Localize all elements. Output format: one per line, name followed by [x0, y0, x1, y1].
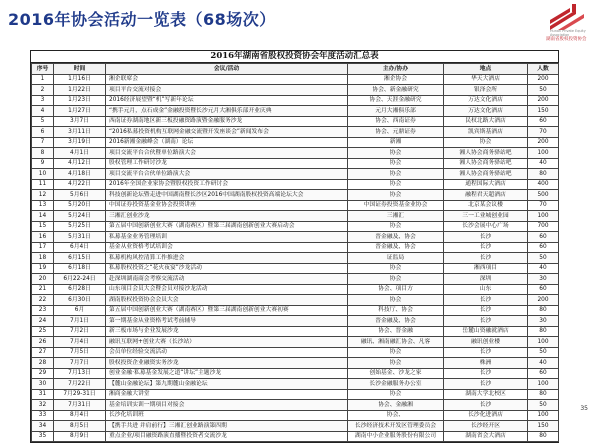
table-cell: 第五届中国创新创业大赛（湖南赛区）暨第三届湖南创新创业大赛初赛: [106, 305, 348, 316]
table-cell: 2: [32, 85, 54, 96]
table-cell: 50: [528, 347, 559, 358]
table-row: [32, 137, 559, 148]
table-cell: 协会、项目方: [348, 284, 444, 295]
table-cell: 协会、元鼎证券: [348, 127, 444, 138]
table-cell: 21: [32, 284, 54, 295]
column-header: 地点: [444, 64, 528, 75]
table-cell: 1: [32, 74, 54, 85]
table-cell: 长沙: [444, 347, 528, 358]
table-cell: 协会: [348, 295, 444, 306]
table-cell: 湘人协会商务驿站吧: [444, 158, 528, 169]
table-cell: 7月29-31日: [54, 389, 106, 400]
table-row: [32, 305, 559, 316]
table-cell: 6月15日: [54, 253, 106, 264]
table-cell: 晋金融及、协会: [348, 242, 444, 253]
table-cell: 融程君天超酒店: [444, 190, 528, 201]
table-cell: 协会: [444, 137, 528, 148]
table-cell: 4月1日: [54, 148, 106, 159]
column-header: 会议/活动: [106, 64, 348, 75]
table-cell: 创业金融·私募基金发展之道“讲坛”主题沙龙: [106, 368, 348, 379]
table-cell: 150: [528, 421, 559, 432]
table-cell: 长沙: [444, 305, 528, 316]
table-cell: 证监局: [348, 253, 444, 264]
column-header: 人数: [528, 64, 559, 75]
table-cell: 400: [528, 179, 559, 190]
table-cell: 晋金融及、协会: [348, 316, 444, 327]
page-number: 35: [580, 405, 588, 412]
table-cell: 15: [32, 221, 54, 232]
table-row: [32, 389, 559, 400]
table-row: [32, 431, 559, 442]
table-cell: 14: [32, 211, 54, 222]
table-cell: 60: [528, 232, 559, 243]
table-cell: 长沙经开区: [444, 421, 528, 432]
table-row: [32, 379, 559, 390]
table-row: [32, 95, 559, 106]
table-row: [32, 148, 559, 159]
table-cell: 西南证券湖南地区新三板投融资路演暨金融服务沙龙: [106, 116, 348, 127]
table-cell: 80: [528, 326, 559, 337]
table-cell: 湖南大学北校区: [444, 389, 528, 400]
table-cell: 湖南省会大酒店: [444, 431, 528, 442]
table-cell: 17: [32, 242, 54, 253]
table-row: [32, 158, 559, 169]
table-cell: 19: [32, 263, 54, 274]
table-row: [32, 179, 559, 190]
table-cell: 协会: [348, 274, 444, 285]
table-cell: 32: [32, 400, 54, 411]
table-cell: 元月大湘俱乐部: [348, 106, 444, 117]
table-cell: 项目交流平台合伙暨单位路演大会: [106, 148, 348, 159]
table-cell: 岳麓山资融就酒店: [444, 326, 528, 337]
table-cell: 50: [528, 85, 559, 96]
table-cell: 长沙: [444, 379, 528, 390]
table-row: [32, 263, 559, 274]
table-cell: 50: [528, 400, 559, 411]
table-cell: 2016经济展望暨“机”写新年论坛: [106, 95, 348, 106]
table-row: [32, 127, 559, 138]
table-cell: 长沙: [444, 400, 528, 411]
table-cell: 凯宾斯基酒店: [444, 127, 528, 138]
table-cell: 16: [32, 232, 54, 243]
table-cell: 60: [528, 116, 559, 127]
table-cell: 7月31日: [54, 400, 106, 411]
table-cell: 株洲: [444, 358, 528, 369]
table-cell: 1月22日: [54, 85, 106, 96]
table-cell: 三湘汇: [348, 211, 444, 222]
table-row: [32, 316, 559, 327]
table-cell: 协会: [348, 158, 444, 169]
table-cell: 6: [32, 127, 54, 138]
table-cell: 3: [32, 95, 54, 106]
table-cell: 200: [528, 74, 559, 85]
table-cell: 6月22-24日: [54, 274, 106, 285]
table-cell: 33: [32, 410, 54, 421]
table-row: [32, 74, 559, 85]
table-row: [32, 368, 559, 379]
table-title: 2016年湖南省股权投资协会年度活动汇总表: [31, 51, 558, 63]
table-cell: 6月18日: [54, 263, 106, 274]
table-cell: 8月9日: [54, 431, 106, 442]
table-cell: 科技创新论坛暨走进中国湖南暨长沙区2016中国湖南股权投资高端论坛大会: [106, 190, 348, 201]
table-cell: 3月11日: [54, 127, 106, 138]
table-cell: 基金从业资格考试培训会: [106, 242, 348, 253]
table-cell: 5月25日: [54, 221, 106, 232]
table-cell: 万达文化酒店: [444, 95, 528, 106]
table-row: [32, 337, 559, 348]
table-row: [32, 106, 559, 117]
table-cell: 湘人协会商务驿站吧: [444, 169, 528, 180]
table-cell: 三湘汇创业沙龙: [106, 211, 348, 222]
table-cell: 股权投资企业融资实务沙龙: [106, 358, 348, 369]
table-cell: 华天大酒店: [444, 74, 528, 85]
activity-grid: [31, 63, 559, 442]
table-row: [32, 284, 559, 295]
table-row: [32, 421, 559, 432]
table-cell: 万达文化酒店: [444, 106, 528, 117]
table-cell: 5月24日: [54, 211, 106, 222]
table-cell: 协会、金融湘: [348, 400, 444, 411]
table-cell: 重点企业/项目融资路演直播暨投资者交流沙龙: [106, 431, 348, 442]
table-row: [32, 358, 559, 369]
column-header: 时间: [54, 64, 106, 75]
table-cell: 9: [32, 158, 54, 169]
table-cell: 协会、晋金融: [348, 326, 444, 337]
table-cell: 协会: [348, 179, 444, 190]
table-cell: 6月: [54, 305, 106, 316]
table-cell: 股权管理工作研讨沙龙: [106, 158, 348, 169]
table-cell: 4月18日: [54, 169, 106, 180]
table-row: [32, 211, 559, 222]
table-cell: 长沙会展中心广场: [444, 221, 528, 232]
table-cell: 融讯、湘南融汇协会、凡客: [348, 337, 444, 348]
logo-mark-icon: [540, 2, 596, 32]
table-cell: 7月4日: [54, 337, 106, 348]
table-cell: 协会: [348, 148, 444, 159]
table-row: [32, 85, 559, 96]
table-cell: 湘商金融大讲堂: [106, 389, 348, 400]
table-cell: 4月22日: [54, 179, 106, 190]
table-cell: 7月22日: [54, 379, 106, 390]
table-cell: 湘企联席会: [106, 74, 348, 85]
table-row: [32, 242, 559, 253]
table-cell: 10: [32, 169, 54, 180]
table-cell: 60: [528, 242, 559, 253]
table-cell: 长沙: [444, 242, 528, 253]
table-cell: 协会: [348, 347, 444, 358]
table-cell: 长沙化进酒店: [444, 410, 528, 421]
table-cell: 新三板市场与企业发展沙龙: [106, 326, 348, 337]
table-cell: 长沙: [444, 295, 528, 306]
table-cell: 融讯创业楼: [444, 337, 528, 348]
table-cell: 协会、西南证券: [348, 116, 444, 127]
table-row: [32, 116, 559, 127]
table-cell: 8月4日: [54, 410, 106, 421]
table-cell: 湘企协会: [348, 74, 444, 85]
table-cell: 12: [32, 190, 54, 201]
table-cell: 协会: [348, 190, 444, 201]
table-cell: 26: [32, 337, 54, 348]
table-cell: 40: [528, 263, 559, 274]
table-cell: 25: [32, 326, 54, 337]
table-cell: 项目交流平台合伙单位路演大会: [106, 169, 348, 180]
table-cell: 湘人协会商务驿站吧: [444, 148, 528, 159]
table-cell: 20: [32, 274, 54, 285]
table-row: [32, 200, 559, 211]
column-header: 主办/协办: [348, 64, 444, 75]
table-cell: 创始基金、沙龙之家: [348, 368, 444, 379]
table-cell: 5月20日: [54, 200, 106, 211]
table-cell: 湘西项目: [444, 263, 528, 274]
table-cell: 6月28日: [54, 284, 106, 295]
table-cell: 中国证券投资基金业协会投资讲座: [106, 200, 348, 211]
table-cell: 6月4日: [54, 242, 106, 253]
table-cell: 银泽会所: [444, 85, 528, 96]
table-cell: 150: [528, 106, 559, 117]
table-cell: 协会: [348, 263, 444, 274]
table-cell: 28: [32, 358, 54, 369]
table-cell: 协会: [348, 358, 444, 369]
table-cell: 长沙: [444, 253, 528, 264]
table-cell: 湖南中小企业服务股份有限公司: [348, 431, 444, 442]
table-cell: 湖南股权投资协会会员大会: [106, 295, 348, 306]
table-cell: 70: [528, 127, 559, 138]
table-cell: 项目平台交流对接会: [106, 85, 348, 96]
table-cell: 40: [528, 158, 559, 169]
table-cell: 8月5日: [54, 421, 106, 432]
table-cell: 7月13日: [54, 368, 106, 379]
table-cell: 私募股权投资之“花火夜宴”沙龙活动: [106, 263, 348, 274]
table-cell: 会员单位经验交流活动: [106, 347, 348, 358]
table-cell: 7月5日: [54, 347, 106, 358]
table-cell: 80: [528, 431, 559, 442]
table-cell: 私募基金业务管理培训: [106, 232, 348, 243]
table-row: [32, 410, 559, 421]
table-cell: 协会: [348, 221, 444, 232]
table-cell: 深圳: [444, 274, 528, 285]
table-cell: 4: [32, 106, 54, 117]
table-cell: 22: [32, 295, 54, 306]
table-cell: 5月31日: [54, 232, 106, 243]
table-cell: 30: [32, 379, 54, 390]
table-cell: 2016年全国企业家协会暨股权投资工作研讨会: [106, 179, 348, 190]
table-cell: 新湘: [348, 137, 444, 148]
table-row: [32, 232, 559, 243]
table-cell: 18: [32, 253, 54, 264]
table-cell: 100: [528, 211, 559, 222]
table-cell: 200: [528, 95, 559, 106]
table-cell: 5: [32, 116, 54, 127]
table-cell: 长沙: [444, 232, 528, 243]
table-row: [32, 253, 559, 264]
table-cell: 27: [32, 347, 54, 358]
table-cell: 29: [32, 368, 54, 379]
table-cell: 200: [528, 295, 559, 306]
table-cell: 7月2日: [54, 326, 106, 337]
table-cell: 100: [528, 337, 559, 348]
table-cell: 私募机构风控清算工作推进会: [106, 253, 348, 264]
table-cell: 200: [528, 137, 559, 148]
table-cell: 11: [32, 179, 54, 190]
table-cell: 长沙金融服务办公室: [348, 379, 444, 390]
table-cell: 13: [32, 200, 54, 211]
table-cell: 科技厅、协会: [348, 305, 444, 316]
logo-english-name: Hunan Private Equity Association: [550, 29, 586, 37]
table-cell: 协会、新金融研究: [348, 85, 444, 96]
table-cell: 3月7日: [54, 116, 106, 127]
table-cell: 30: [528, 274, 559, 285]
table-cell: 协会、天涯金融研究: [348, 95, 444, 106]
table-cell: 4月12日: [54, 158, 106, 169]
table-cell: 中国证券投资基金业协会: [348, 200, 444, 211]
table-cell: 山东项目会员大会暨会员对接沙龙活动: [106, 284, 348, 295]
table-cell: 长沙: [444, 368, 528, 379]
table-cell: 80: [528, 389, 559, 400]
table-row: [32, 295, 559, 306]
table-row: [32, 326, 559, 337]
table-cell: 80: [528, 169, 559, 180]
table-row: [32, 274, 559, 285]
association-logo: [540, 2, 596, 54]
table-cell: 2016新湘金融峰会（湖南）论坛: [106, 137, 348, 148]
activity-table: [30, 50, 559, 443]
table-cell: 7: [32, 137, 54, 148]
table-cell: 第一期基金从业资格考试考前辅导: [106, 316, 348, 327]
table-cell: 三一工业城创业园: [444, 211, 528, 222]
table-cell: 晋金融及、协会: [348, 232, 444, 243]
table-cell: 5月6日: [54, 190, 106, 201]
table-cell: 【携手共进 并肩前行】三湘汇创业路演第四期: [106, 421, 348, 432]
table-cell: 24: [32, 316, 54, 327]
table-cell: 1月27日: [54, 106, 106, 117]
page-title: 2016年协会活动一览表（68场次）: [8, 10, 276, 29]
table-cell: 700: [528, 221, 559, 232]
table-cell: 第五届中国创新创业大赛（湖南赛区）暨第三届湖南创新创业大赛启动会: [106, 221, 348, 232]
table-row: [32, 347, 559, 358]
table-cell: 3月19日: [54, 137, 106, 148]
table-cell: 500: [528, 190, 559, 201]
table-row: [32, 190, 559, 201]
table-cell: 1月16日: [54, 74, 106, 85]
table-cell: 融讯互联网+创业大赛（长沙站）: [106, 337, 348, 348]
table-cell: 50: [528, 253, 559, 264]
table-cell: 100: [528, 148, 559, 159]
table-cell: 长沙经济技术开发区管理委员会: [348, 421, 444, 432]
table-cell: 【麓山金融论坛】第九期麓山金融论坛: [106, 379, 348, 390]
table-cell: 北京某会议楼: [444, 200, 528, 211]
table-cell: 赴深圳湖南商会考察交流活动: [106, 274, 348, 285]
table-cell: 7月7日: [54, 358, 106, 369]
table-row: [32, 169, 559, 180]
table-cell: 100: [528, 410, 559, 421]
table-cell: 23: [32, 305, 54, 316]
table-cell: “2016私募投资机构互联网金融交流暨开发座谈会”新闻发布会: [106, 127, 348, 138]
column-header: 序号: [32, 64, 54, 75]
table-cell: 35: [32, 431, 54, 442]
table-cell: 80: [528, 305, 559, 316]
table-cell: 长沙化培训班: [106, 410, 348, 421]
table-cell: 基金培训实训一期项目对接会: [106, 400, 348, 411]
table-cell: 1月23日: [54, 95, 106, 106]
table-cell: 100: [528, 379, 559, 390]
table-cell: 40: [528, 358, 559, 369]
table-cell: 34: [32, 421, 54, 432]
table-cell: 协会: [348, 389, 444, 400]
table-cell: 60: [528, 284, 559, 295]
table-cell: 70: [528, 200, 559, 211]
table-cell: 民权北路大酒店: [444, 116, 528, 127]
logo-chinese-name: 湖南省股权投资协会: [546, 37, 587, 42]
table-cell: 8: [32, 148, 54, 159]
table-cell: “携手元月，点石成金”金融投资暨长沙元月大湘俱乐部开业庆典: [106, 106, 348, 117]
table-cell: 6月30日: [54, 295, 106, 306]
table-cell: 协会、: [348, 410, 444, 421]
table-cell: 7月1日: [54, 316, 106, 327]
table-row: [32, 221, 559, 232]
table-header-row: [32, 64, 559, 75]
table-cell: 长沙: [444, 316, 528, 327]
table-cell: 31: [32, 389, 54, 400]
table-row: [32, 400, 559, 411]
table-cell: 山东: [444, 284, 528, 295]
table-cell: 60: [528, 368, 559, 379]
table-cell: 30: [528, 316, 559, 327]
table-cell: 通程国际大酒店: [444, 179, 528, 190]
table-cell: 协会: [348, 169, 444, 180]
